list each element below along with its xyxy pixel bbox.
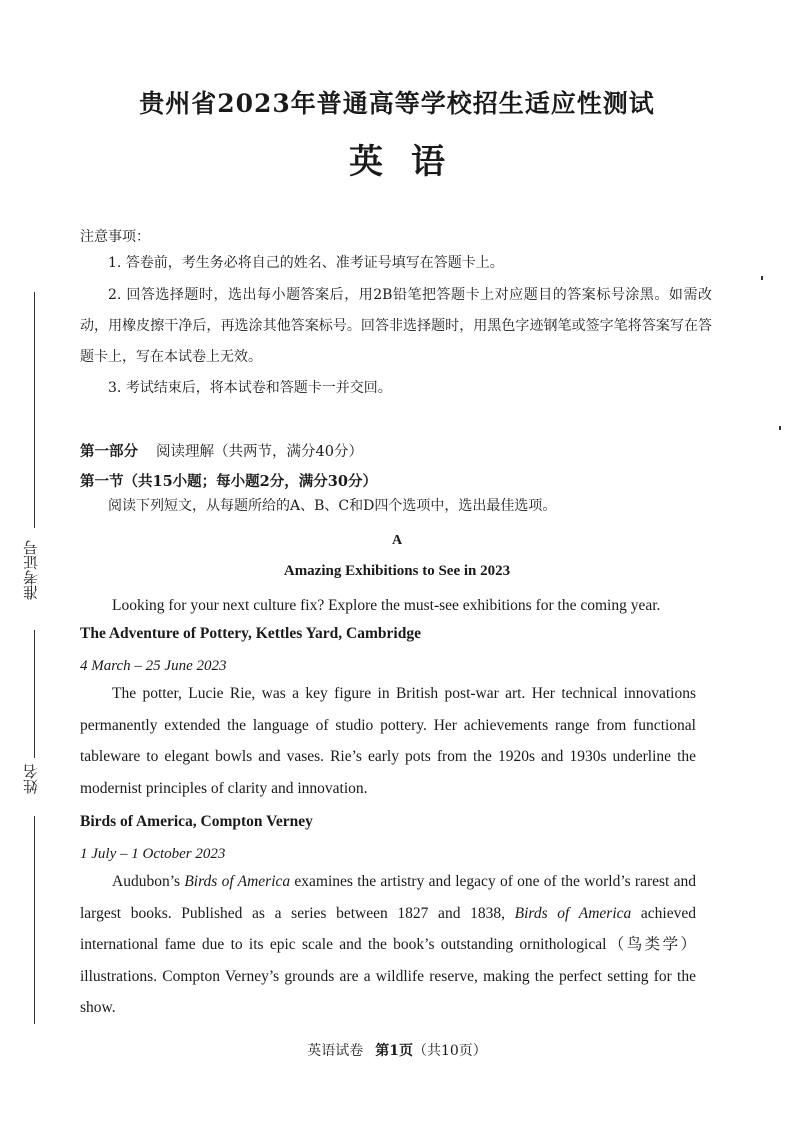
footer-page: 第1页 bbox=[375, 1043, 413, 1059]
part1-heading bbox=[80, 440, 363, 461]
footer-total: （共10页） bbox=[412, 1043, 487, 1059]
exhibition-2-body bbox=[80, 866, 696, 1024]
margin-line bbox=[34, 292, 35, 528]
subject-title: 英语 bbox=[349, 142, 473, 182]
notice-item-3: 3. 考试结束后，将本试卷和答题卡一并交回。 bbox=[108, 380, 392, 396]
body-text: examines the artistry and legacy of one of the world’s rarest and largest books. Published as a series between 1827 and 1838, bbox=[80, 873, 696, 922]
section1-title: （共15小题；每小题2分，满分30分） bbox=[123, 473, 377, 490]
book-title: Birds of America bbox=[184, 873, 291, 890]
notice-heading: 注意事项： bbox=[80, 229, 150, 245]
scan-mark bbox=[779, 426, 781, 430]
body-text: Audubon’s bbox=[112, 873, 185, 890]
page-footer bbox=[0, 1040, 794, 1060]
section1-heading bbox=[80, 470, 377, 491]
exam-id-label: 准考证号 bbox=[22, 540, 40, 600]
exam-title: 贵州省2023年普通高等学校招生适应性测试 bbox=[139, 89, 655, 118]
passage-intro: Looking for your next culture fix? Explore the must-see exhibitions for the coming year. bbox=[112, 597, 661, 614]
scan-mark bbox=[761, 276, 763, 280]
book-title: Birds of America bbox=[514, 904, 632, 922]
margin-line bbox=[34, 630, 35, 758]
exhibition-1-date: 4 March – 25 June 2023 bbox=[80, 658, 227, 674]
exhibition-1-heading: The Adventure of Pottery, Kettles Yard, Cambridge bbox=[80, 625, 421, 642]
section1-label: 第一节 bbox=[80, 473, 124, 490]
part1-label: 第一部分 bbox=[80, 443, 138, 460]
passage-label: A bbox=[391, 533, 403, 548]
footer-prefix: 英语试卷 bbox=[307, 1043, 364, 1059]
exhibition-2-heading: Birds of America, Compton Verney bbox=[80, 813, 313, 830]
passage-title: Amazing Exhibitions to See in 2023 bbox=[283, 563, 511, 579]
exhibition-1-body: The potter, Lucie Rie, was a key figure in British post-war art. Her technical innovations permanently extended the language of studio pottery. Her achievements range from functional tableware to elegant bowls and vases. Rie’s early pots from the 1920s and 1930s underline the modernist principles of clarity and innovation. bbox=[80, 685, 696, 797]
notice-item-1: 1. 答卷前，考生务必将自己的姓名、准考证号填写在答题卡上。 bbox=[108, 255, 504, 271]
margin-line bbox=[34, 816, 35, 1024]
notice-item-2: 2. 回答选择题时，选出每小题答案后，用2B铅笔把答题卡上对应题目的答案标号涂黑。如需改动，用橡皮擦干净后，再选涂其他答案标号。回答非选择题时，用黑色字迹钢笔或签字笔将答案写在答题卡上，写在本试卷上无效。 bbox=[80, 287, 712, 365]
body-text: achieved international fame due to its epic scale and the book’s outstanding ornithological（鸟类学）illustrations. Compton Verney’s grounds are a wildlife reserve, making the perfect setting for the show. bbox=[80, 904, 696, 1016]
section1-instruction: 阅读下列短文，从每题所给的A、B、C和D四个选项中，选出最佳选项。 bbox=[108, 498, 557, 514]
part1-title: 阅读理解（共两节，满分40分） bbox=[156, 444, 363, 460]
name-label: 姓名 bbox=[22, 764, 40, 794]
exhibition-2-date: 1 July – 1 October 2023 bbox=[80, 846, 226, 862]
